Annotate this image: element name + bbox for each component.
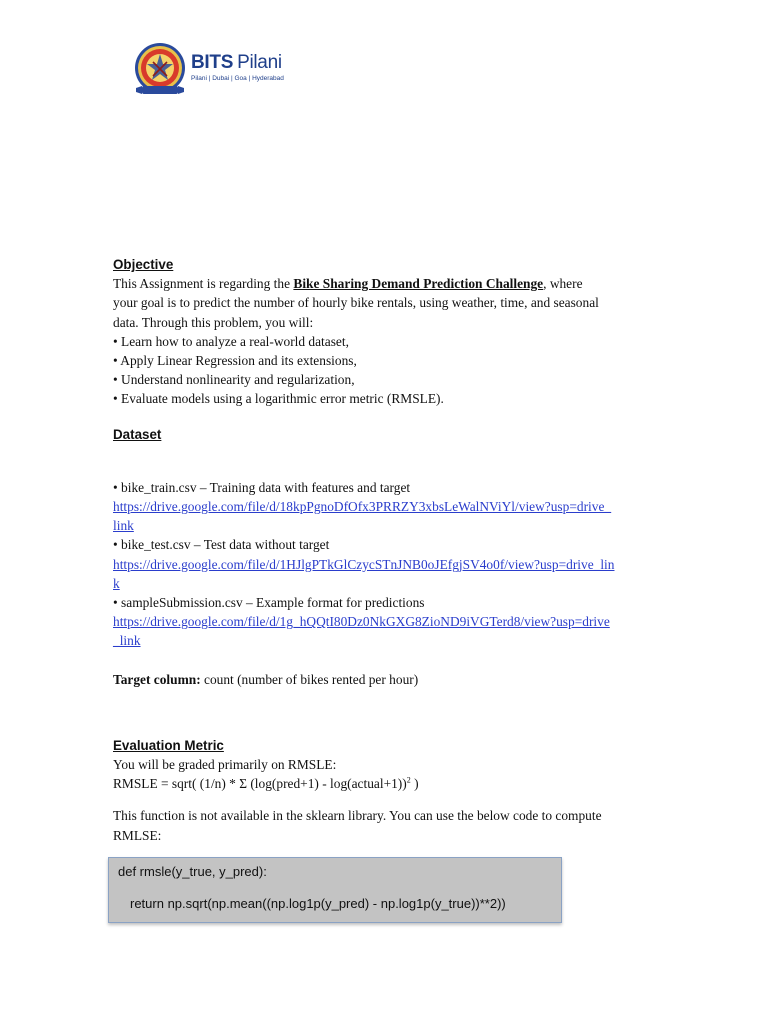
code-line-return: return np.sqrt(np.mean((np.log1p(y_pred) - np.log1p(y_true))**2)): [130, 896, 506, 911]
bits-pilani-logo: [132, 40, 292, 102]
dataset-file-desc: • sampleSubmission.csv – Example format for predictions: [113, 595, 425, 611]
objective-bullet: • Understand nonlinearity and regularization,: [113, 372, 355, 388]
dataset-file-list: [113, 478, 658, 651]
objective-bullet: • Learn how to analyze a real-world dataset,: [113, 333, 349, 349]
code-snippet-box: [108, 857, 562, 923]
code-line-def: def rmsle(y_true, y_pred):: [118, 864, 267, 879]
dataset-file-desc: • bike_test.csv – Test data without target: [113, 537, 330, 553]
assignment-document: [113, 255, 658, 845]
metric-note: This function is not available in the sklearn library. You can use the below code to compute: [113, 808, 602, 824]
objective-line: data. Through this problem, you will:: [113, 314, 314, 330]
rmsle-formula: RMSLE = sqrt( (1/n) * Σ (log(pred+1) - log(actual+1))$^2$ ): [113, 775, 419, 792]
brand-name-bold: BITS: [191, 52, 234, 73]
metric-note: RMLSE:: [113, 827, 162, 843]
sample-submission-link[interactable]: https://drive.google.com/file/d/1g_hQQtI80Dz0NkGXG8ZioND9iVGTerd8/view?usp=drive _link: [113, 614, 610, 649]
campus-list: Pilani | Dubai | Goa | Hyderabad: [191, 75, 284, 82]
dataset-heading: Dataset: [113, 426, 162, 442]
challenge-name: Bike Sharing Demand Prediction Challenge: [293, 276, 544, 292]
objective-line: your goal is to predict the number of hourly bike rentals, using weather, time, and seasonal: [113, 295, 599, 311]
objective-heading: Objective: [113, 257, 174, 272]
brand-name: Pilani: [237, 52, 282, 73]
target-label: Target column:: [113, 671, 201, 687]
dataset-file-desc: • bike_train.csv – Training data with features and target: [113, 479, 411, 495]
target-column: [113, 670, 658, 689]
train-data-link[interactable]: https://drive.google.com/file/d/18kpPgnoDfOfx3PRRZY3xbsLeWalNViYl/view?usp=drive_ link: [113, 499, 612, 534]
metric-intro: You will be graded primarily on RMSLE:: [113, 757, 337, 773]
objective-bullet: • Evaluate models using a logarithmic error metric (RMSLE).: [113, 391, 444, 407]
objective-bullet: • Apply Linear Regression and its extensions,: [113, 353, 357, 369]
objective-intro: This Assignment is regarding the Bike Sharing Demand Prediction Challenge, where: [113, 276, 583, 292]
university-seal-icon: [132, 40, 190, 102]
evaluation-metric-heading: Evaluation Metric: [113, 737, 224, 753]
test-data-link[interactable]: https://drive.google.com/file/d/1HJlgPTkGlCzycSTnJNB0oJEfgjSV4o0f/view?usp=drive_lin k: [113, 556, 615, 591]
target-value: count (number of bikes rented per hour): [200, 671, 419, 687]
